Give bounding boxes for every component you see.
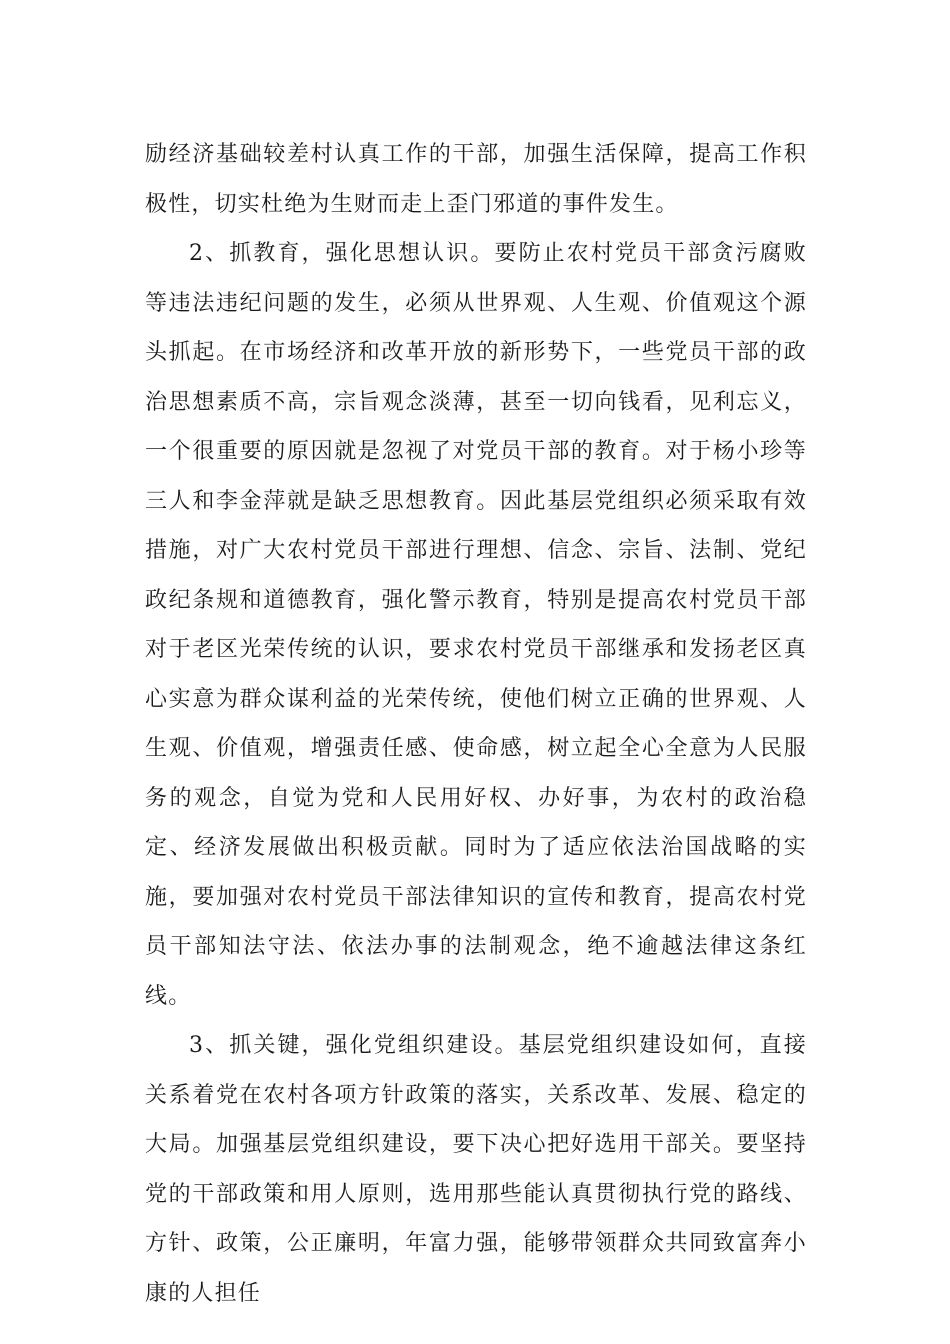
document-body <box>145 130 807 1318</box>
paragraph-education: 2、抓教育，强化思想认识。要防止农村党员干部贪污腐败等违法违纪问题的发生，必须从世界观、人生观、价值观这个源头抓起。在市场经济和改革开放的新形势下，一些党员干部的政治思想素质不高，宗旨观念淡薄，甚至一切向钱看，见利忘义，一个很重要的原因就是忽视了对党员干部的教育。对于杨小珍等三人和李金萍就是缺乏思想教育。因此基层党组织必须采取有效措施，对广大农村党员干部进行理想、信念、宗旨、法制、党纪政纪条规和道德教育，强化警示教育，特别是提高农村党员干部对于老区光荣传统的认识，要求农村党员干部继承和发扬老区真心实意为群众谋利益的光荣传统，使他们树立正确的世界观、人生观、价值观，增强责任感、使命感，树立起全心全意为人民服务的观念，自觉为党和人民用好权、办好事，为农村的政治稳定、经济发展做出积极贡献。同时为了适应依法治国战略的实施，要加强对农村党员干部法律知识的宣传和教育，提高农村党员干部知法守法、依法办事的法制观念，绝不逾越法律这条红线。 <box>145 241 807 1009</box>
paragraph-party-building: 3、抓关键，强化党组织建设。基层党组织建设如何，直接关系着党在农村各项方针政策的落实，关系改革、发展、稳定的大局。加强基层党组织建设，要下决心把好选用干部关。要坚持党的干部政策和用人原则，选用那些能认真贯彻执行党的路线、方针、政策，公正廉明，年富力强，能够带领群众共同致富奔小康的人担任 <box>145 1033 807 1306</box>
paragraph-continuation: 励经济基础较差村认真工作的干部，加强生活保障，提高工作积极性，切实杜绝为生财而走上歪门邪道的事件发生。 <box>145 142 807 217</box>
